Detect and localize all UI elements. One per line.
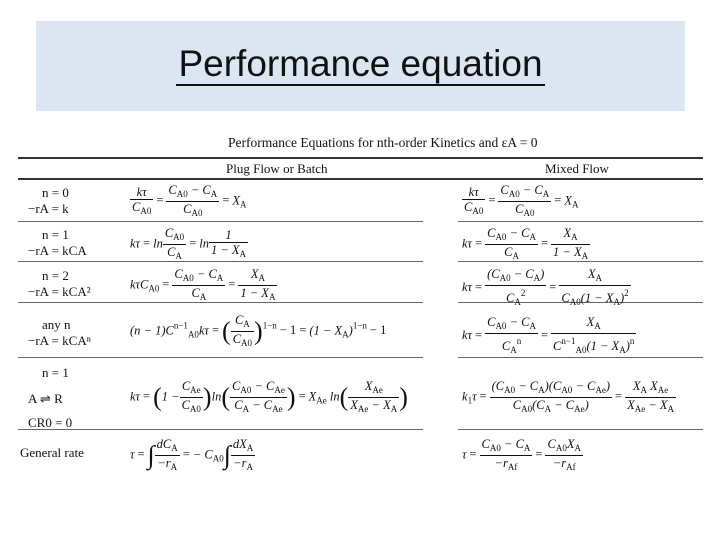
rule-row bbox=[458, 221, 703, 222]
rule-header bbox=[18, 178, 703, 180]
table-caption: Performance Equations for nth-order Kinetics and εA = 0 bbox=[228, 135, 538, 150]
slide-title: Performance equation bbox=[178, 43, 543, 84]
eq-plug-reversible: kτ = (1 − $\frac{C_{Ae}}{C_{A0}}$ )ln( $\frac{C_{A0} - C_{Ae}}{C_A - C_{Ae}}$ ) = $X_{Ae}$ ln( $\frac{X_{Ae}}{X_{Ae} - X_A}$ ) bbox=[130, 379, 408, 414]
col-mixed-header: Mixed Flow bbox=[545, 161, 609, 176]
row-case: n = 1 A ⇌ R CR0 = 0 bbox=[28, 365, 73, 430]
eq-mixed-reversible: $k_1\tau$ = $\frac{(C_{A0} - C_A)(C_{A0} - C_{Ae})}{C_{A0}(C_A - C_{Ae})}$ = $\frac{X_A X_{Ae}}{X_{Ae} - X_A}$ bbox=[462, 379, 675, 414]
rule-row bbox=[18, 429, 423, 430]
rule-row bbox=[458, 429, 703, 430]
rule-row bbox=[458, 357, 703, 358]
eq-mixed-general: τ = $\frac{C_{A0} - C_A}{-r_{Af}}$ = $\frac{C_{A0}X_A}{-r_{Af}}$ bbox=[462, 437, 581, 472]
eq-plug-n0: $\frac{k\tau}{C_{A0}}$ = $\frac{C_{A0} - C_A}{C_{A0}}$ = $X_A$ bbox=[132, 183, 247, 218]
row-case: n = 2 −rA = kCA² bbox=[28, 268, 91, 299]
eq-plug-n1: kτ = ln $\frac{C_{A0}}{C_A}$ = ln $\frac{1}{1 - X_A}$ bbox=[130, 226, 247, 261]
eq-mixed-n1: kτ = $\frac{C_{A0} - C_A}{C_A}$ = $\frac{X_A}{1 - X_A}$ bbox=[462, 226, 589, 261]
eq-plug-general: τ = ∫ $\frac{dC_A}{-r_A}$ = − $C_{A0}\int$ $\frac{dX_A}{-r_A}$ bbox=[130, 437, 254, 472]
col-plug-header: Plug Flow or Batch bbox=[226, 161, 328, 176]
row-case: any n −rA = kCAⁿ bbox=[28, 317, 91, 348]
eq-mixed-n2: kτ = $\frac{(C_{A0} - C_A)}{C_A^2}$ = $\frac{X_A}{C_{A0}(1 - X_A)^2}$ bbox=[462, 267, 629, 307]
row-case: n = 0 −rA = k bbox=[28, 185, 69, 216]
eq-mixed-n0: $\frac{k\tau}{C_{A0}}$ = $\frac{C_{A0} - C_A}{C_{A0}}$ = $X_A$ bbox=[464, 183, 579, 218]
title-bar bbox=[36, 21, 685, 111]
row-case: n = 1 −rA = kCA bbox=[28, 227, 87, 258]
rule-row bbox=[18, 221, 423, 222]
row-case: General rate bbox=[20, 445, 84, 460]
eq-plug-anyn: $(n - 1)C^{n-1}_{A0}k\tau$ = ( $\frac{C_A}{C_{A0}}$ )$^{1-n} - 1 = (1 - X_A)^{1-n} - 1$ bbox=[130, 313, 387, 348]
performance-equations-table bbox=[18, 133, 703, 473]
rule-top bbox=[18, 157, 703, 159]
eq-plug-n2: kτC$_{A0}$ = $\frac{C_{A0} - C_A}{C_A}$ = $\frac{X_A}{1 - X_A}$ bbox=[130, 267, 276, 302]
eq-mixed-anyn: kτ = $\frac{C_{A0} - C_A}{C_A^n}$ = $\frac{X_A}{C^{n-1}_{A0}(1 - X_A)^n}$ bbox=[462, 315, 635, 355]
rule-row bbox=[18, 357, 423, 358]
